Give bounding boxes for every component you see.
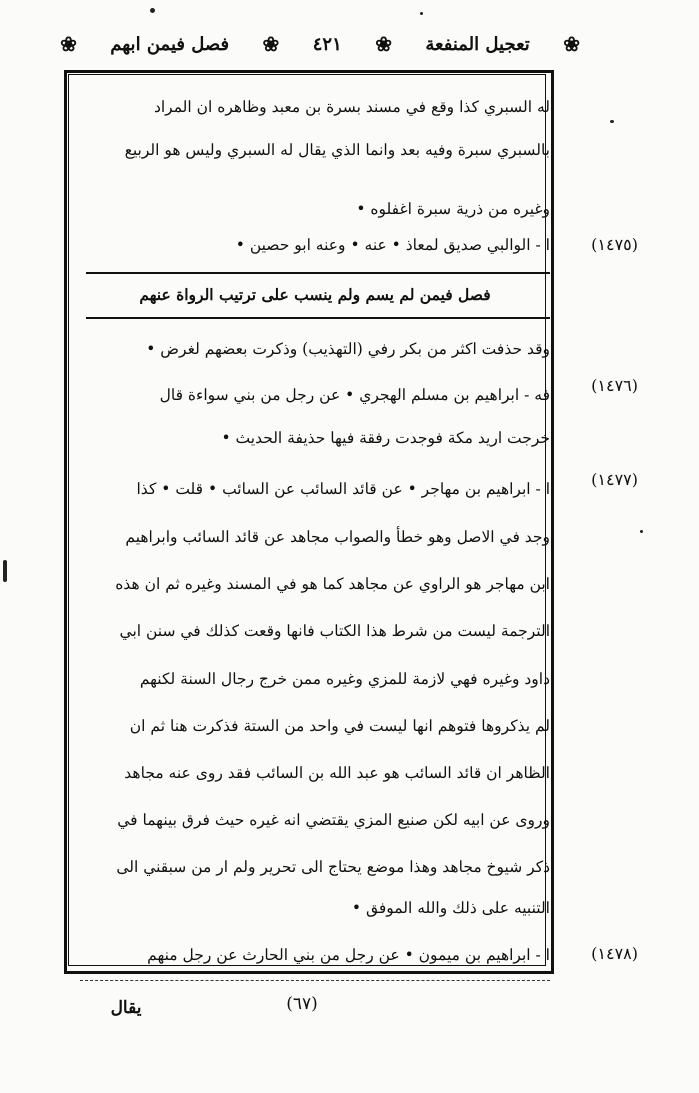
text-line: لم يذكروها فتوهم انها ليست في واحد من الستة فذكرت هنا ثم ان	[129, 717, 550, 735]
footer-page-number: (٦٧)	[286, 994, 318, 1014]
page-header	[60, 22, 580, 66]
text-line: وجد في الاصل وهو خطأ والصواب مجاهد عن قائد السائب وابراهيم	[125, 528, 550, 546]
text-line: وقد حذفت اكثر من بكر رفي (التهذيب) وذكرت بعضهم لغرض •	[146, 340, 550, 358]
margin-number-1475: (١٤٧٥)	[591, 235, 638, 254]
entry-1475: ا - الوالبي صديق لمعاذ • عنه • وعنه ابو حصين •	[235, 236, 550, 254]
text-line: وروى عن ابيه لكن صنيع المزي يقتضي انه غيره حيث فرق بينهما في	[117, 811, 550, 829]
ornament-icon: ❀	[563, 32, 580, 56]
text-line: وغيره من ذرية سبرة اغفلوه •	[356, 200, 550, 218]
scan-speck	[420, 12, 423, 15]
text-line: التنبيه على ذلك والله الموفق •	[351, 899, 550, 917]
text-line: خرجت اريد مكة فوجدت رفقة فيها حذيفة الحديث •	[221, 429, 550, 447]
scan-speck	[610, 120, 614, 123]
header-right-title: تعجيل المنفعة	[425, 33, 530, 55]
scan-speck	[150, 8, 155, 13]
scan-speck	[640, 530, 643, 533]
catchword: يقال	[110, 998, 142, 1018]
header-left-title: فصل فيمن ابهم	[110, 33, 230, 55]
entry-1478: ا - ابراهيم بن ميمون • عن رجل من بني الحارث عن رجل منهم	[147, 946, 550, 964]
bottom-divider	[80, 980, 550, 981]
ornament-icon: ❀	[375, 32, 392, 56]
text-line: الترجمة ليست من شرط هذا الكتاب فانها وقعت كذلك في سنن ابي	[119, 622, 550, 640]
margin-number-1476: (١٤٧٦)	[591, 376, 638, 395]
entry-1476: فه - ابراهيم بن مسلم الهجري • عن رجل من بني سواءة قال	[159, 386, 550, 404]
entry-1477: ا - ابراهيم بن مهاجر • عن قائد السائب عن السائب • قلت • كذا	[136, 480, 550, 498]
text-line: ابن مهاجر هو الراوي عن مجاهد كما هو في المسند وغيره ثم ان هذه	[115, 575, 550, 593]
ornament-icon: ❀	[262, 32, 280, 56]
text-line: له السبري كذا وقع في مسند بسرة بن معبد وظاهره ان المراد	[153, 98, 550, 116]
text-line: ذكر شيوخ مجاهد وهذا موضع يحتاج الى تحرير ولم ار من سبقني الى	[116, 858, 550, 876]
text-line: بالسبري سبرة وفيه بعد وانما الذي يقال له السبري وليس هو الربيع	[124, 141, 550, 159]
margin-number-1477: (١٤٧٧)	[591, 470, 638, 489]
header-page-number: ٤٢١	[312, 33, 342, 55]
ornament-icon: ❀	[60, 32, 77, 56]
divider	[86, 317, 550, 319]
text-line: داود وغيره فهي لازمة للمزي وغيره ممن خرج رجال السنة لكنهم	[139, 670, 550, 688]
margin-number-1478: (١٤٧٨)	[591, 944, 638, 963]
scan-mark	[3, 560, 7, 582]
divider	[86, 272, 550, 274]
section-title: فصل فيمن لم يسم ولم ينسب على ترتيب الرواة عنهم	[139, 285, 491, 304]
text-line: الظاهر ان قائد السائب هو عبد الله بن السائب فقد روى عنه مجاهد	[124, 764, 550, 782]
